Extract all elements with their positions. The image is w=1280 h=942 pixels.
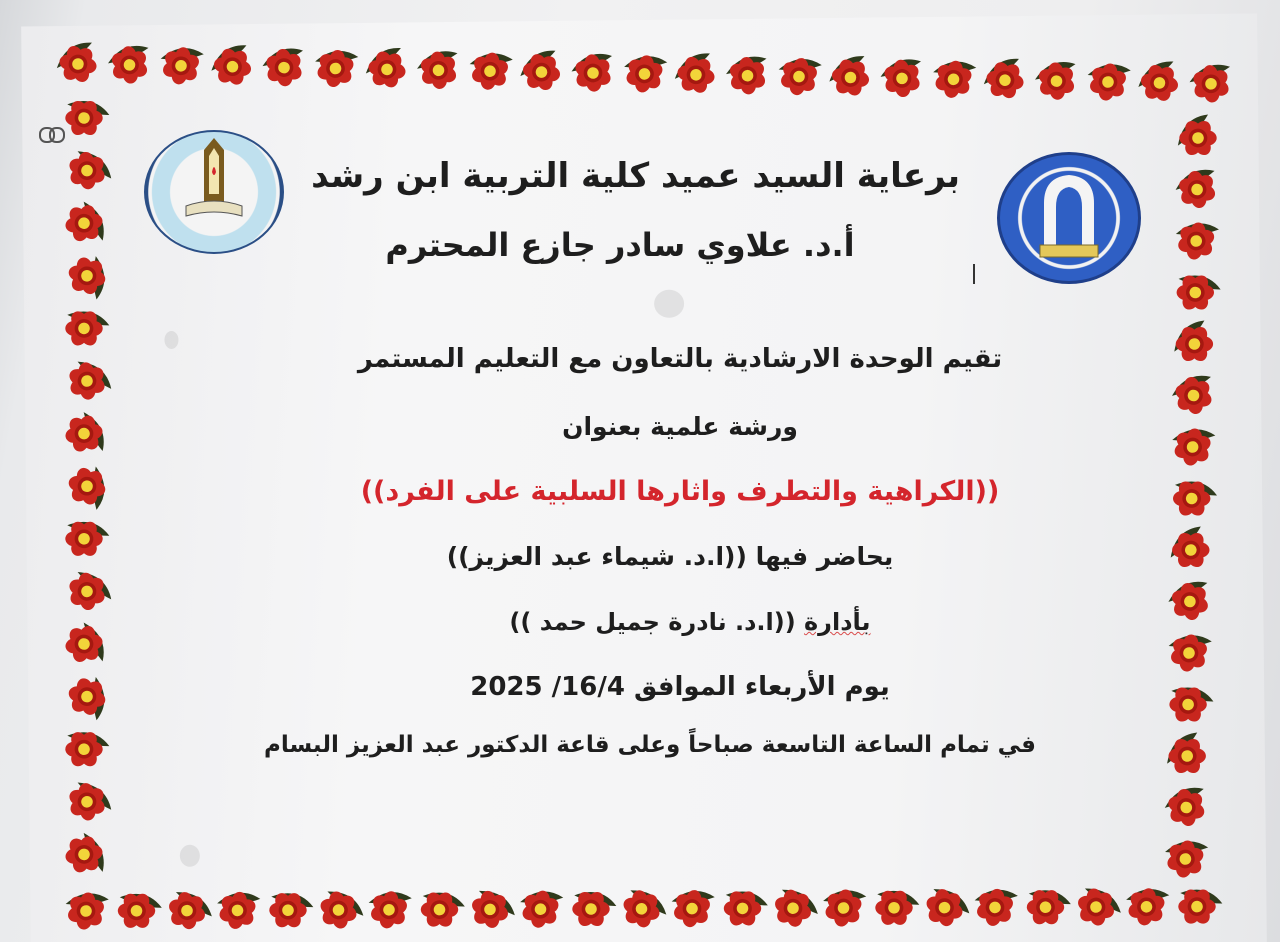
border-flower: [1161, 837, 1209, 881]
border-flower: [1166, 580, 1214, 624]
border-flower: [1168, 266, 1223, 319]
border-flower: [1018, 880, 1073, 933]
border-flower: [1169, 880, 1224, 933]
border-flower: [466, 49, 514, 93]
border-flower: [311, 46, 359, 90]
lecturer-line: يحاضر فيها ((ا.د. شيماء عبد العزيز)): [446, 542, 894, 571]
dean-name: أ.د. علاوي سادر جازع المحترم: [385, 226, 855, 264]
border-flower: [1188, 63, 1233, 104]
border-flower: [64, 671, 111, 721]
time-venue-line: في تمام الساعة التاسعة صباحاً وعلى قاعة الدكتور عبد العزيز البسام: [264, 732, 1036, 758]
border-flower: [1169, 374, 1217, 418]
border-flower: [109, 884, 164, 937]
border-flower: [56, 302, 111, 355]
border-flower: [157, 44, 205, 88]
university-seal-logo: [997, 152, 1141, 284]
border-flower: [56, 512, 111, 565]
border-flower: [1034, 61, 1079, 102]
border-flower: [725, 55, 770, 96]
border-flower: [929, 57, 977, 101]
workshop-label: ورشة علمية بعنوان: [562, 412, 798, 441]
text-cursor: [973, 264, 975, 284]
moderator-line: [420, 608, 960, 636]
border-flower: [1162, 786, 1210, 830]
border-flower: [1168, 425, 1216, 469]
border-flower: [620, 52, 668, 96]
organizer-line: تقيم الوحدة الارشادية بالتعاون مع التعليم المستمر: [357, 344, 1003, 374]
border-flower: [979, 56, 1031, 105]
border-flower: [668, 886, 716, 930]
date-line: يوم الأربعاء الموافق 16/4/ 2025: [470, 672, 890, 702]
border-flower: [62, 889, 110, 933]
border-flower: [62, 409, 106, 457]
border-flower: [614, 881, 669, 937]
border-flower: [563, 882, 618, 935]
border-flower: [1122, 885, 1170, 929]
border-flower: [213, 888, 261, 932]
border-flower: [1167, 318, 1222, 371]
border-flower: [56, 722, 111, 775]
border-flower: [1170, 112, 1225, 165]
college-seal-logo: [144, 130, 284, 254]
border-flower: [819, 886, 867, 930]
border-flower: [1159, 730, 1214, 783]
border-flower: [879, 58, 924, 99]
border-flower: [107, 44, 152, 85]
border-flower: [1164, 472, 1219, 525]
border-flower: [206, 42, 258, 91]
border-flower: [365, 888, 413, 932]
border-flower: [775, 54, 823, 98]
border-flower: [1173, 168, 1221, 212]
border-flower: [159, 882, 214, 938]
border-flower: [64, 250, 111, 300]
border-flower: [52, 39, 104, 88]
border-flower: [59, 142, 114, 198]
university-seal-emblem: [1000, 155, 1138, 281]
border-flower: [570, 53, 615, 94]
border-flower: [59, 353, 114, 409]
border-flower: [64, 461, 111, 511]
border-flower: [412, 883, 467, 936]
border-flower: [62, 620, 106, 668]
border-flower: [515, 48, 567, 97]
border-flower: [715, 882, 770, 935]
patronage-line: برعاية السيد عميد كلية التربية ابن رشد: [311, 156, 960, 196]
workshop-title: ((الكراهية والتطرف واثارها السلبية على الفرد)): [360, 476, 1000, 507]
border-flower: [1084, 60, 1132, 104]
border-flower: [917, 879, 972, 935]
border-flower: [866, 881, 921, 934]
border-flower: [361, 45, 413, 94]
border-flower: [261, 47, 306, 88]
border-flower: [971, 885, 1019, 929]
border-flower: [1172, 219, 1220, 263]
border-flower: [670, 50, 722, 99]
border-flower: [516, 887, 564, 931]
border-flower: [311, 882, 366, 938]
college-seal-emblem: [146, 132, 282, 252]
border-flower: [260, 883, 315, 936]
border-flower: [59, 563, 114, 619]
border-flower: [62, 830, 106, 878]
border-flower: [59, 774, 114, 830]
moderator-name: ((ا.د. نادرة جميل حمد )): [509, 608, 805, 636]
border-flower: [416, 50, 461, 91]
border-flower: [462, 881, 517, 937]
border-flower: [1068, 879, 1123, 935]
border-flower: [765, 880, 820, 936]
border-flower: [1165, 631, 1213, 675]
border-flower: [62, 199, 106, 247]
border-flower: [1163, 524, 1218, 577]
link-icon: [38, 124, 66, 146]
border-flower: [824, 53, 876, 102]
border-flower: [1133, 58, 1185, 107]
moderator-prefix: بأدارة: [804, 608, 871, 636]
border-flower: [1160, 678, 1215, 731]
